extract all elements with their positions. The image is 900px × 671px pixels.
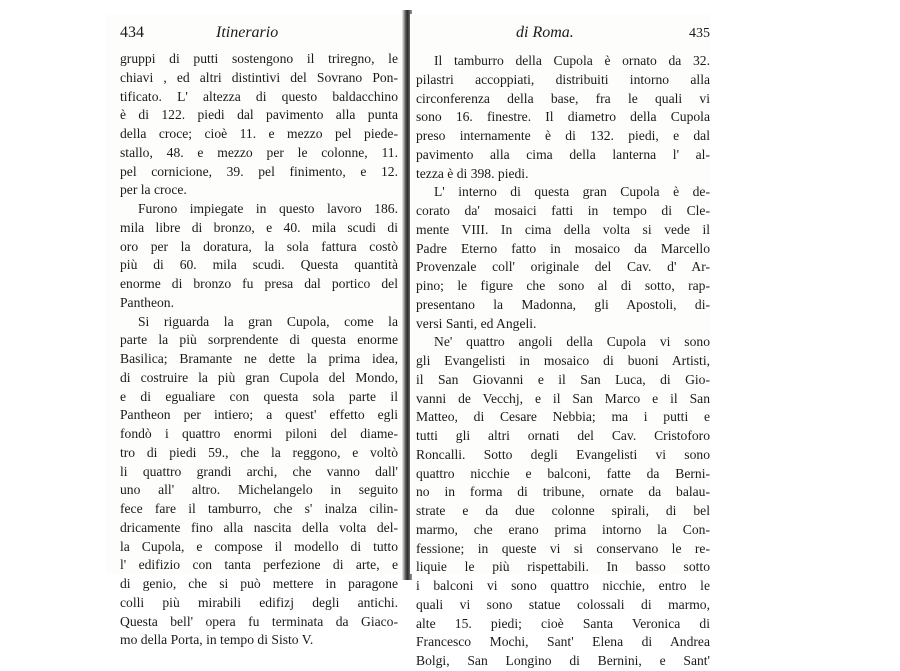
text-line: vanni de Vecchj, e il San Marco e il San: [416, 390, 710, 406]
text-line: preso internamente è di 132. piedi, e dal: [416, 128, 710, 143]
text-line: Pantheon.: [120, 294, 174, 310]
right-page-text: [416, 52, 710, 671]
text-line: Ne' quattro angoli della Cupola vi sono: [434, 334, 710, 350]
text-line: alte 15. piedi; cioè Santa Veronica di: [416, 615, 710, 631]
text-line: enorme di bronzo fu presa dal portico del: [120, 276, 398, 291]
text-line: fece fare il tamburro, che s' inalza cilin-: [120, 501, 398, 516]
text-line: chiavi , ed altri distintivi del Sovrano Pon-: [120, 69, 398, 85]
text-line: colli più mirabili edifizj degli antichi.: [120, 594, 398, 610]
text-line: l' edifizio con tanta perfezione di arte, e: [120, 557, 398, 573]
left-page: [106, 14, 406, 648]
right-running-title: di Roma.: [516, 24, 574, 41]
text-line: mila libre di bronzo, e 40. mila scudi di: [120, 219, 398, 235]
right-page: [410, 14, 710, 668]
text-line: e di egualiare con questa sola parte il: [120, 388, 398, 404]
text-line: circonferenza della base, fra le quali vi: [416, 90, 710, 106]
text-line: corato da' mosaici fatti in tempo di Cle-: [416, 203, 710, 218]
text-line: uno all' altro. Michelangelo in seguito: [120, 482, 398, 498]
text-line: liquie le più rispettabili. In basso sotto: [416, 559, 710, 575]
text-line: Basilica; Bramante ne dette la prima idea,: [120, 351, 398, 366]
text-line: fondò i quattro enormi piloni del diame-: [120, 426, 398, 441]
text-line: fessione; in queste vi si conservano le re-: [416, 540, 710, 556]
text-line: parte la più sorprendente di questa enorme: [120, 332, 398, 348]
text-line: Questa bell' opera fu terminata da Giaco-: [120, 613, 398, 629]
text-line: pilastri accoppiati, distribuiti intorno alla: [416, 71, 710, 87]
text-line: i balconi vi sono quattro nicchie, entro le: [416, 578, 710, 593]
right-page-header: [410, 24, 710, 46]
text-line: Si riguarda la gran Cupola, come la: [138, 313, 398, 329]
text-line: Furono impiegate in questo lavoro 186.: [138, 201, 398, 216]
text-line: di genio, che si può mettere in paragone: [120, 576, 398, 591]
text-line: tutti gli altri ornati del Cav. Cristoforo: [416, 428, 710, 443]
text-line: sono 16. finestre. Il diametro della Cupola: [416, 109, 710, 125]
text-line: Provenzale coll' originale del Cav. d' Ar-: [416, 259, 710, 275]
left-page-header: [106, 24, 406, 46]
text-line: stallo, 48. e mezzo per le colonne, 11.: [120, 144, 398, 160]
text-line: mo della Porta, in tempo di Sisto V.: [120, 632, 314, 648]
text-line: marmo, che erano prima intorno la Con-: [416, 521, 710, 537]
text-line: gruppi di putti sostengono il triregno, le: [120, 51, 398, 66]
text-line: pel cornicione, 39. pel finimento, e 12.: [120, 163, 398, 179]
text-line: pavimento alla cima della lanterna l' al-: [416, 146, 710, 162]
text-line: è di 122. piedi dal pavimento alla punta: [120, 107, 398, 123]
text-line: Matteo, di Cesare Nebbia; ma i putti e: [416, 409, 710, 425]
text-line: il San Giovanni e il San Luca, di Gio-: [416, 371, 710, 387]
text-line: strate e da due colonne spirali, di bel: [416, 503, 710, 518]
text-line: tro di piedi 59., che la reggono, e voltò: [120, 444, 398, 460]
text-line: no in forma di tribune, ornate da balau-: [416, 484, 710, 500]
left-page-number: 434: [120, 24, 144, 41]
text-line: per la croce.: [120, 182, 187, 198]
text-line: la Cupola, e compose il modello di tutto: [120, 538, 398, 554]
text-line: della croce; cioè 11. e mezzo pel piede-: [120, 126, 398, 141]
text-line: pino; le figure che sono al di sotto, rap-: [416, 278, 710, 293]
text-line: Francesco Mochi, Sant' Elena di Andrea: [416, 634, 710, 650]
text-line: quattro nicchie e balconi, fatte da Berni-: [416, 465, 710, 481]
text-line: Pantheon per intiero; a quest' effetto egli: [120, 407, 398, 423]
text-line: presentano la Madonna, gli Apostoli, di-: [416, 296, 710, 312]
text-line: più di 60. mila scudi. Questa quantità: [120, 257, 398, 273]
text-line: Roncalli. Sotto degli Evangelisti vi sono: [416, 446, 710, 462]
text-line: Il tamburro della Cupola è ornato da 32.: [434, 53, 710, 68]
left-page-text: [120, 50, 398, 650]
text-line: di costruire la più gran Cupola del Mondo,: [120, 369, 398, 385]
text-line: mente VIII. In cima della volta si vede il: [416, 221, 710, 237]
text-line: li quattro grandi archi, che vanno dall': [120, 463, 398, 479]
text-line: dricamente fino alla nascita della volta del-: [120, 519, 398, 535]
text-line: tezza è di 398. piedi.: [416, 165, 529, 181]
text-line: oro per la doratura, la sola fattura costò: [120, 238, 398, 254]
text-line: quali vi sono statue colossali di marmo,: [416, 596, 710, 612]
left-running-title: Itinerario: [216, 24, 279, 41]
text-line: gli Evangelisti in mosaico di buoni Artisti,: [416, 353, 710, 368]
text-line: tificato. L' altezza di questo baldacchino: [120, 88, 398, 104]
text-line: L' interno di questa gran Cupola è de-: [434, 184, 710, 200]
text-line: Bolgi, San Longino di Bernini, e Sant': [416, 653, 710, 668]
text-line: Padre Eterno fatto in mosaico da Marcello: [416, 240, 710, 256]
right-page-number: 435: [689, 26, 710, 41]
text-line: versi Santi, ed Angeli.: [416, 315, 537, 331]
